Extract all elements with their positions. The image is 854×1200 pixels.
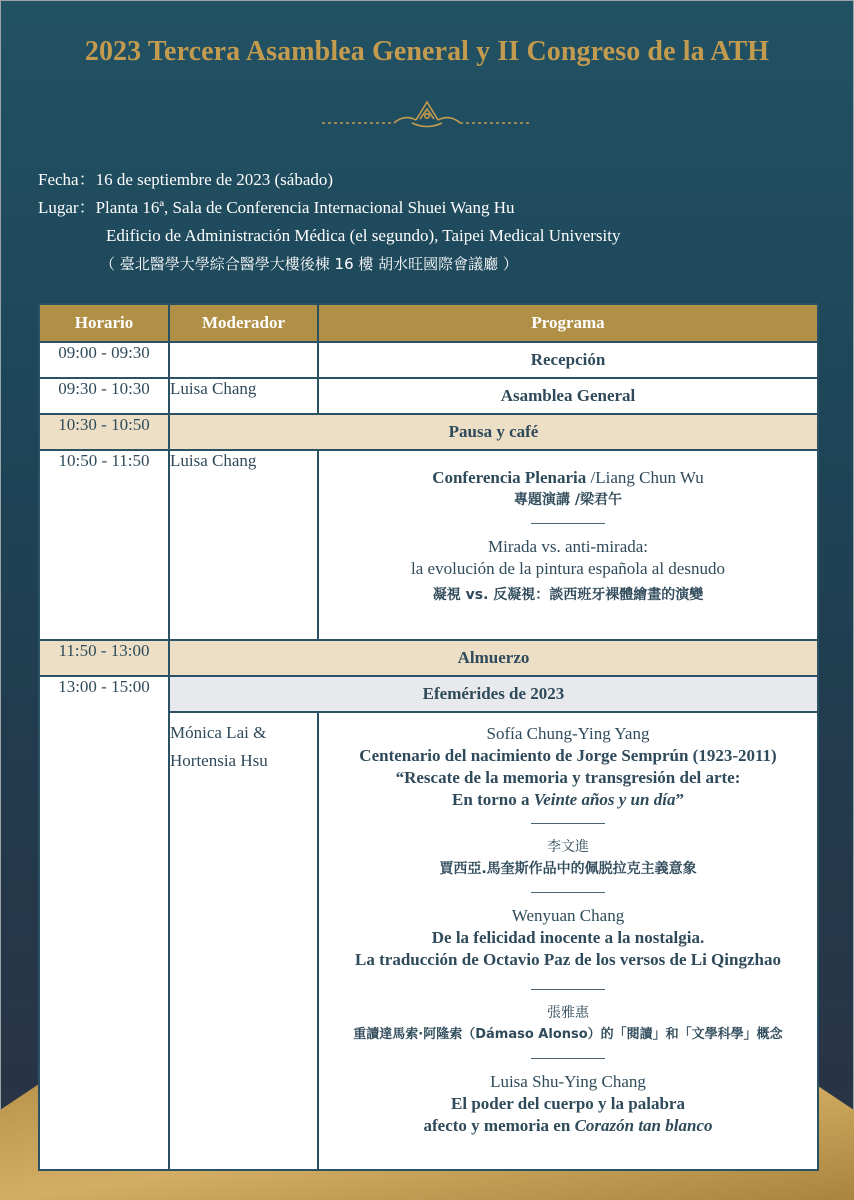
talk-speaker: Luisa Shu-Ying Chang: [490, 1072, 646, 1091]
separator-line: [531, 892, 605, 893]
header-moderador: Moderador: [169, 304, 318, 342]
event-title: 2023 Tercera Asamblea General y II Congreso de la ATH: [84, 36, 770, 67]
talk-speaker: 李文進: [547, 839, 589, 855]
table-row: [39, 676, 818, 712]
table-header-row: [39, 304, 818, 342]
venue-line-2: Edificio de Administración Médica (el segundo), Taipei Medical University: [106, 226, 621, 245]
time-cell: 10:50 - 11:50: [39, 450, 169, 640]
venue-label: Lugar：: [38, 198, 96, 217]
table-row-break: [39, 640, 818, 676]
separator-line: [531, 989, 605, 990]
program-cell: Recepción: [318, 342, 818, 378]
talk-title: El poder del cuerpo y la palabra: [451, 1094, 685, 1113]
moderator-cell: [169, 712, 318, 1170]
moderator-cell: Luisa Chang: [169, 378, 318, 414]
talk-title: 重讀達馬索·阿隆索（Dámaso Alonso）的「閱讀」和「文學科學」概念: [353, 1027, 783, 1042]
program-cell: Asamblea General: [318, 378, 818, 414]
talk-speaker: Wenyuan Chang: [511, 906, 625, 925]
date-line: [38, 166, 818, 194]
talk-speaker: Sofía Chung-Ying Yang: [486, 724, 650, 743]
time-cell: 11:50 - 13:00: [39, 640, 169, 676]
program-cell: Almuerzo: [169, 640, 818, 676]
program-table: [38, 303, 819, 1171]
header-programa: Programa: [318, 304, 818, 342]
talk-title: 賈西亞.馬奎斯作品中的佩脱拉克主義意象: [439, 861, 697, 877]
header-horario: Horario: [39, 304, 169, 342]
talk-title: La traducción de Octavio Paz de los versos de Li Qingzhao: [355, 950, 781, 969]
moderator-name: Mónica Lai &: [170, 723, 267, 742]
talk-title: “Rescate de la memoria y transgresión del arte:: [395, 768, 741, 787]
plenary-speaker: /Liang Chun Wu: [586, 468, 704, 487]
time-cell: 09:00 - 09:30: [39, 342, 169, 378]
time-cell: 13:00 - 15:00: [39, 676, 169, 1170]
ornament-divider-icon: [320, 92, 534, 132]
talk-line: Mirada vs. anti-mirada:: [487, 537, 649, 556]
program-cell: [318, 450, 818, 640]
venue-line-chinese: （ 臺北醫學大學綜合醫學大樓後棟 16 樓 胡水旺國際會議廳 ）: [100, 255, 518, 273]
separator-line: [531, 523, 605, 524]
table-row: [39, 450, 818, 640]
plenary-title-chinese: 專題演講 /梁君午: [514, 492, 622, 508]
program-cell: Pausa y café: [169, 414, 818, 450]
date-value: 16 de septiembre de 2023 (sábado): [95, 170, 334, 189]
time-cell: 09:30 - 10:30: [39, 378, 169, 414]
moderator-name: Hortensia Hsu: [170, 751, 268, 770]
ephemerides-heading: Efemérides de 2023: [169, 676, 818, 712]
program-cell: [318, 712, 818, 1170]
talk-speaker: 張雅惠: [547, 1005, 589, 1021]
separator-line: [531, 823, 605, 824]
moderator-cell: Luisa Chang: [169, 450, 318, 640]
table-row: [39, 378, 818, 414]
venue-line: [38, 194, 818, 222]
talk-title: De la felicidad inocente a la nostalgia.: [431, 928, 705, 947]
time-cell: 10:30 - 10:50: [39, 414, 169, 450]
venue-value: Planta 16ª, Sala de Conferencia Internacional Shuei Wang Hu: [95, 198, 515, 217]
plenary-title: Conferencia Plenaria: [432, 468, 587, 487]
event-info: [38, 166, 818, 278]
table-row-break: [39, 414, 818, 450]
date-label: Fecha：: [38, 170, 96, 189]
separator-line: [531, 1058, 605, 1059]
talk-title: Centenario del nacimiento de Jorge Semprún (1923-2011): [359, 746, 777, 765]
moderator-cell: [169, 342, 318, 378]
talk-line: la evolución de la pintura española al desnudo: [411, 559, 725, 578]
talk-title: En torno a Veinte años y un día”: [452, 790, 684, 809]
talk-title: afecto y memoria en Corazón tan blanco: [423, 1116, 713, 1135]
table-row: [39, 342, 818, 378]
talk-line-chinese: 凝視 vs. 反凝視：談西班牙裸體繪畫的演變: [432, 587, 704, 603]
